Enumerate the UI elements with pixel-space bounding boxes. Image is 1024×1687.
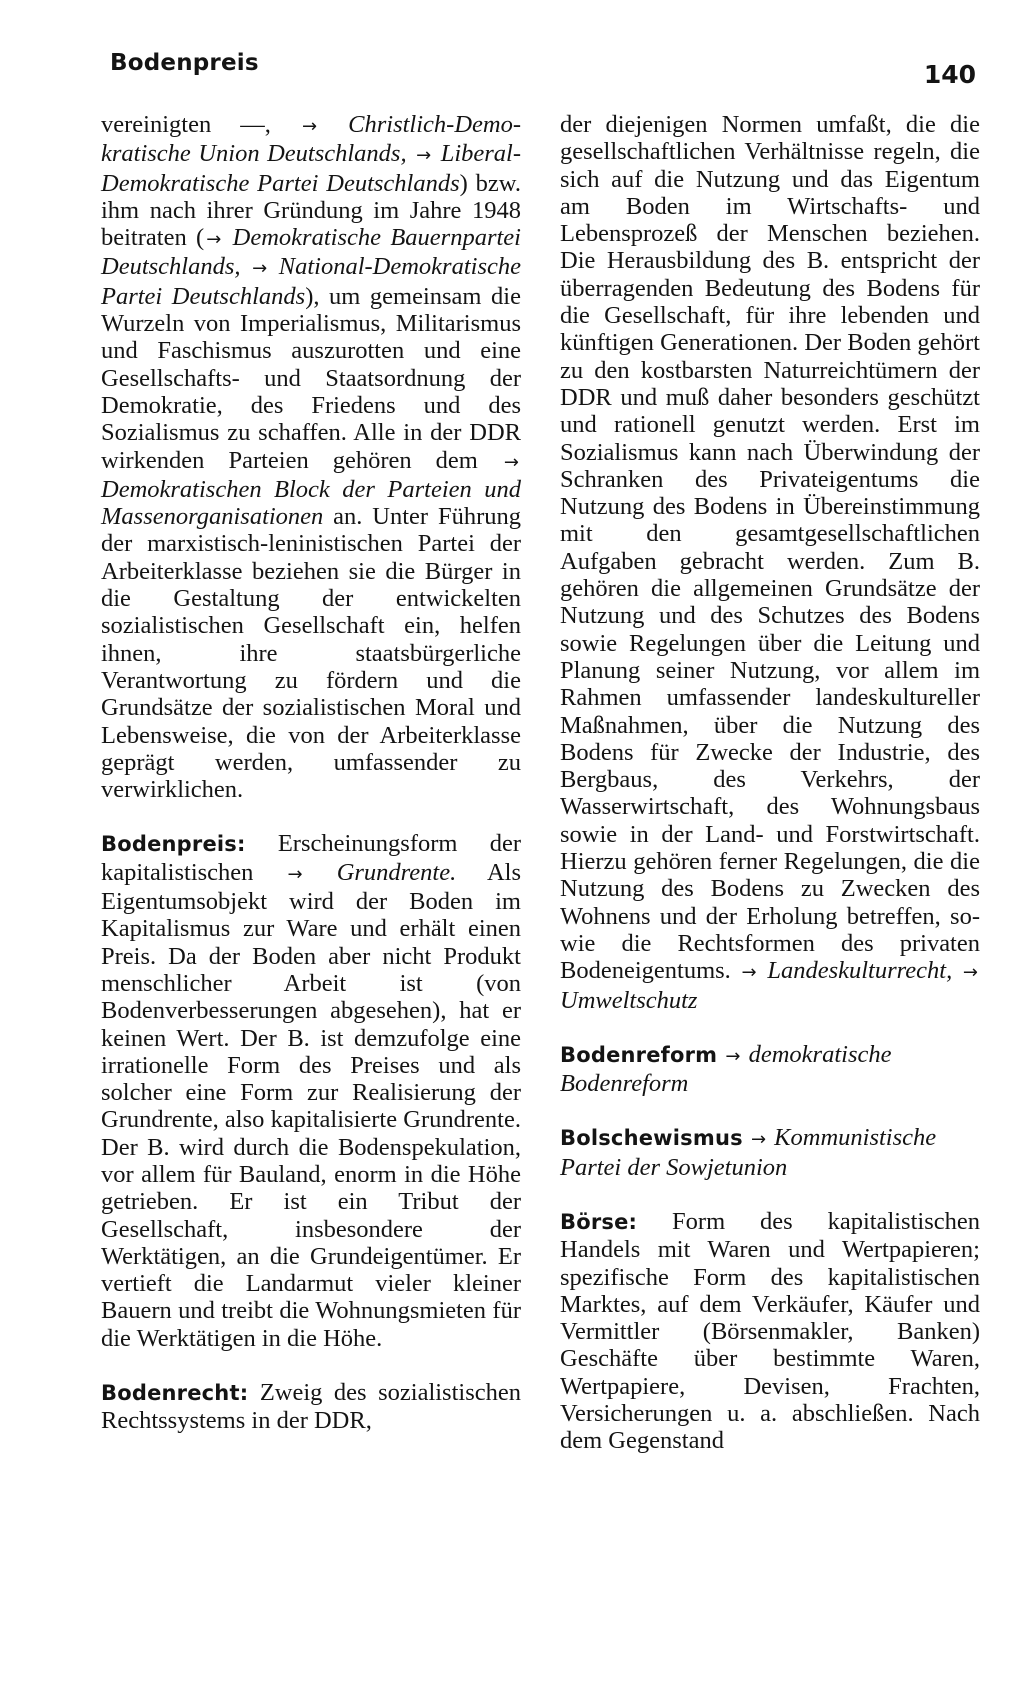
cross-reference: Umweltschutz [560, 986, 698, 1014]
entry-keyword: Bolschewismus [560, 1126, 743, 1151]
cross-reference: National-Demokratische Partei Deutschlands [101, 253, 521, 310]
entry-boerse [560, 1208, 980, 1455]
cross-reference: Liberal-Demokratische Partei Deutschlands [101, 140, 522, 197]
cross-reference-arrow-icon: → [416, 145, 432, 167]
entry-body: Zweig des sozialistischen Rechtssystems in der DDR, [101, 1379, 521, 1435]
entry-body: Form des kapitalistischen Handels mit Waren und Wertpapieren; spezifische Form des kapitalistischen Marktes, auf dem Verkäufer, Käufer und Vermittler (Börsenmakler, Banken) Geschäfte über bestimmte Waren, Wertpapiere, Devisen, Frachten, Versicherungen u. a. abschließen. Nach dem Gegenstand [560, 1207, 980, 1455]
entry-keyword: Bodenrecht: [101, 1381, 249, 1406]
entry-bolschewismus [560, 1124, 980, 1181]
cross-reference-arrow-icon: → [301, 116, 318, 137]
entry-keyword: Bodenpreis: [101, 832, 246, 857]
cross-reference: demokratische Bodenreform [560, 1040, 892, 1098]
cross-reference-arrow-icon: → [741, 962, 757, 984]
entry-bodenpreis [101, 830, 521, 1352]
page-number: 140 [923, 60, 976, 89]
running-head: Bodenpreis [110, 50, 259, 76]
continuation-paragraph: der diejenigen Normen umfaßt, die die gesellschaftlichen Verhältnisse regeln, die sich auf die Nutzung und das Eigentum am Boden im Wirtschafts- und Lebensprozeß der Menschen beziehen. Die Herausbildung des B. entspricht der überragenden Bedeutung des Bodens für die Gesellschaft, für ihre lebenden und künftigen Generationen. Der Boden gehört zu den kostbarsten Naturreichtümern der DDR und muß daher besonders geschützt und rationell genutzt werden. Erst im Sozialismus kann nach Überwindung der Schranken des Privateigentums die Nutzung des Bodens in Übereinstimmung mit den gesamtgesellschaftlichen Aufgaben gebracht werden. Zum B. gehören die allgemeinen Grundsätze der Nutzung und des Schutzes des Bodens sowie Regelungen über die Leitung und Planung seiner Nutzung, vor allem im Rahmen umfassender landeskultureller Maßnahmen, über die Nutzung des Bodens für Zwecke der Industrie, des Bergbaus, des Verkehrs, der Wasserwirtschaft, des Wohnungsbaus sowie in der Land- und Forstwirtschaft. Hierzu gehören ferner Regelungen, die die Nutzung des Bodens zu Zwecken des Wohnens und der Erholung betreffen, sowie die Rechtsformen des privaten Bodeneigentums. → Landeskulturrecht, → Umweltschutz [560, 111, 980, 1014]
left-column [101, 111, 521, 1435]
entry-keyword: Börse: [560, 1209, 638, 1234]
entry-bodenrecht [101, 1379, 521, 1435]
cross-reference-arrow-icon: → [503, 451, 519, 473]
cross-reference-arrow-icon: → [750, 1129, 767, 1151]
right-column [560, 111, 980, 1455]
cross-reference-arrow-icon: → [725, 1045, 741, 1067]
cross-reference-arrow-icon: → [287, 863, 303, 885]
cross-reference: Grundrente. [336, 858, 457, 886]
cross-reference: Demokratischen Block der Parteien und Massenorganisationen [101, 475, 521, 531]
entry-body: Erscheinungsform der kapitalistischen → Grundrente. Als Eigentumsobjekt wird der Boden im Kapitalismus zur Ware und erhält einen Preis. Da der Boden aber nicht Produkt menschlicher Arbeit ist (von Bodenverbesserungen abgesehen), hat er keinen Wert. Der B. ist demzufolge eine irrationelle Form des Preises und als solcher eine Form zur Realisierung der Grundrente, also kapitalisierte Grundrente. Der B. wird durch die Bodenspekulation, vor allem für Bauland, enorm in die Höhe getrieben. Er ist ein Tribut der Gesellschaft, insbesondere der Werktätigen, an die Grundeigentümer. Er vertieft die Landarmut vieler kleiner Bauern und treibt die Wohnungsmieten für die Werktätigen in die Höhe. [101, 830, 522, 1352]
cross-reference: Kommunistische Partei der Sowjetunion [560, 1124, 937, 1181]
cross-reference-arrow-icon: → [252, 258, 268, 280]
continuation-paragraph: vereinigten —, → Christlich-Demokratische Union Deutschlands, → Liberal-Demokratische Partei Deutschlands) bzw. ihm nach ihrer Gründung im Jahre 1948 beitraten ( → Demokratische Bauernpartei Deutschlands, → National-Demokratische Partei Deutschlands), um gemeinsam die Wurzeln von Imperialismus, Militarismus und Faschismus auszurotten und eine Gesellschafts- und Staatsordnung der Demokratie, des Friedens und des Sozialismus zu schaffen. Alle in der DDR wirkenden Parteien gehören dem → Demokratischen Block der Parteien und Massenorganisationen an. Unter Führung der marxistisch-leninistischen Partei der Arbeiterklasse beziehen sie die Bürger in die Gestaltung der entwickelten sozialistischen Gesellschaft ein, helfen ihnen, ihre staatsbürgerliche Verantwortung zu fördern und die Grundsätze der sozialistischen Moral und Lebensweise, die von der Arbeiterklasse geprägt werden, umfassender zu verwirklichen. [101, 111, 522, 804]
cross-reference: Landeskulturrecht, [767, 957, 953, 985]
entry-keyword: Bodenreform [560, 1042, 718, 1067]
cross-reference: Christlich-Demokratische Union Deutschlands, [101, 111, 522, 168]
entry-bodenreform [560, 1041, 980, 1098]
cross-reference: Demokratische Bauernpartei Deutschlands, [101, 224, 521, 281]
cross-reference-arrow-icon: → [962, 962, 979, 984]
cross-reference-arrow-icon: → [206, 229, 222, 251]
